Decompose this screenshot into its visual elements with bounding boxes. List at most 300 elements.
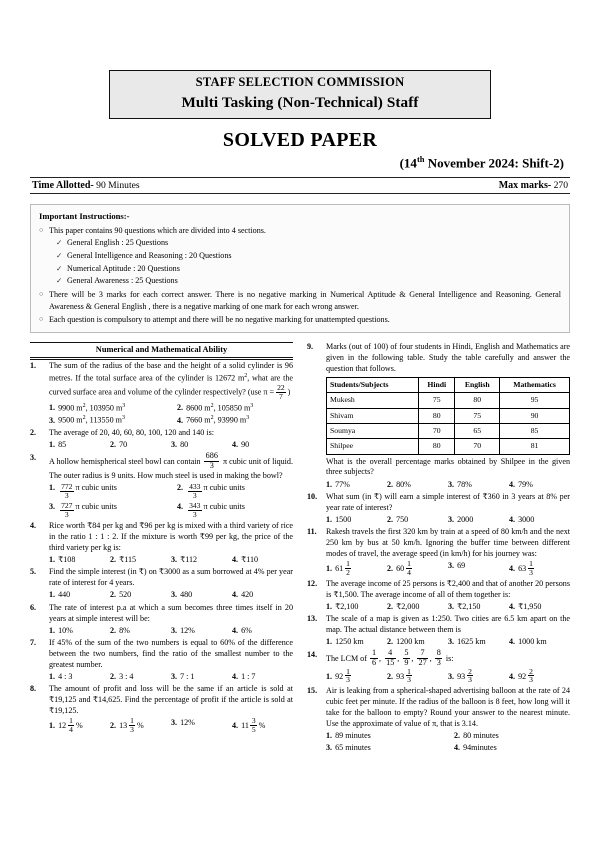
question-columns — [30, 342, 570, 755]
question-number: 14. — [307, 649, 318, 659]
check-icon: ✓ — [56, 238, 63, 248]
option-fraction: $\frac{1}{3}$ — [130, 715, 134, 734]
option-marker: 2. — [177, 403, 184, 413]
table-cell: 65 — [455, 423, 500, 438]
option-text: 12 $\frac{1}{4}$ % — [58, 715, 83, 734]
question-text-part-b: , what are the curved surface area and volume of the cylinder respectively? (use π = — [49, 373, 293, 397]
option-2[interactable] — [171, 482, 293, 501]
option-1[interactable] — [326, 636, 387, 648]
shift-ordinal-suffix: th — [416, 154, 425, 164]
option-marker: 1. — [49, 482, 56, 492]
question-14 — [307, 650, 570, 685]
option-marker: 3. — [171, 555, 178, 564]
question-15 — [307, 686, 570, 753]
option-fraction: $\frac{343}{3}$ — [189, 501, 201, 520]
check-icon: ✓ — [56, 250, 63, 260]
exam-page — [0, 70, 600, 846]
table-cell: 70 — [419, 423, 455, 438]
option-marker: 1. — [49, 672, 56, 682]
question-text: Marks (out of 100) of four students in Hindi, English and Mathematics are given in the following table. Study the table carefully and answer the question that follows. — [326, 341, 570, 373]
question-text: Air is leaking from a spherical-shaped advertising balloon at the rate of 24 cubic feet per minute. If the radius of the balloon is 8 feet, how long will it take for the balloon to empty? Round your answer to the nearest minute. Use the approximate of value of π, that is 3.14. — [326, 686, 570, 728]
question-number: 1. — [30, 360, 37, 370]
option-3[interactable] — [171, 625, 232, 637]
option-marker: 1. — [49, 555, 56, 564]
option-2[interactable] — [387, 636, 448, 648]
option-text: 520 — [119, 590, 132, 600]
option-text: 12% — [180, 718, 195, 728]
option-fraction: $\frac{433}{3}$ — [189, 482, 201, 501]
option-3[interactable] — [171, 717, 232, 734]
table-cell: 75 — [419, 393, 455, 408]
table-cell: 80 — [455, 393, 500, 408]
option-text: ₹2,000 — [396, 601, 420, 611]
option-text: 6% — [241, 625, 252, 635]
option-2[interactable] — [448, 730, 570, 742]
question-text: If 45% of the sum of the two numbers is equal to 60% of the difference between the two numbers, find the ratio of the smallest number to the greatest number. — [49, 638, 293, 669]
option-text: 1000 km — [518, 637, 547, 647]
question-number: 7. — [30, 638, 37, 648]
option-text: 7 : 1 — [180, 672, 195, 682]
option-text: 12% — [180, 625, 195, 635]
option-text: 2000 — [457, 515, 474, 525]
volume-fraction — [204, 452, 219, 470]
question-number: 3. — [30, 452, 37, 462]
option-1[interactable] — [49, 554, 110, 566]
option-2[interactable] — [387, 514, 448, 526]
option-4[interactable] — [509, 560, 570, 577]
option-marker: 2. — [110, 555, 117, 564]
option-text: 1500 — [335, 515, 352, 525]
option-text: ₹112 — [180, 555, 198, 564]
marks-table — [326, 377, 570, 455]
option-marker: 2. — [110, 625, 117, 635]
instruction-item — [39, 314, 561, 326]
options-list — [326, 560, 570, 577]
option-text: ₹108 — [58, 555, 76, 564]
question-number: 12. — [307, 578, 318, 588]
right-column — [307, 342, 570, 755]
option-text: 80 minutes — [463, 731, 499, 741]
question-text-part-a: The sum of the radius of the base and the height of a solid cylinder is 96 metres. If the total surface area of the cylinder is 12672 m — [49, 360, 293, 383]
table-row — [327, 393, 570, 408]
question-text — [49, 361, 293, 401]
options-list — [49, 717, 293, 734]
instructions-title: Important Instructions:- — [39, 211, 130, 222]
table-header-cell: Mathematics — [500, 377, 570, 392]
option-fraction: $\frac{1}{4}$ — [69, 715, 73, 734]
option-4[interactable] — [509, 636, 570, 648]
option-3[interactable] — [171, 671, 232, 683]
option-fraction: $\frac{2}{3}$ — [529, 666, 533, 685]
question-text: The amount of profit and loss will be the same if an article is sold at ₹19,125 and ₹14,625. Find the percentage of profit if the article is sold at ₹19,125. — [49, 684, 293, 716]
option-marker: 1. — [326, 563, 333, 573]
instruction-subitem-text: General Awareness : 25 Questions — [67, 276, 178, 286]
option-marker: 1. — [326, 601, 333, 611]
table-header-row — [327, 377, 570, 392]
option-marker: 3. — [171, 625, 178, 635]
question-text-part-b: π cubic unit of liquid. The outer radius is 9 units. How much steel is used in making the bowl? — [49, 456, 294, 480]
option-marker: 2. — [110, 672, 117, 682]
option-text: ₹1,950 — [518, 601, 542, 611]
option-marker: 3. — [49, 415, 56, 425]
option-text: 11 $\frac{3}{5}$ % — [241, 715, 266, 734]
options-list — [326, 514, 570, 526]
option-marker: 1. — [326, 731, 333, 741]
option-text: π cubic units — [75, 501, 117, 511]
option-3[interactable] — [171, 554, 232, 566]
option-fraction: $\frac{3}{5}$ — [251, 715, 256, 734]
option-1[interactable] — [49, 671, 110, 683]
table-header-cell: English — [455, 377, 500, 392]
option-1[interactable] — [49, 589, 110, 601]
table-cell: 81 — [500, 439, 570, 454]
option-1[interactable] — [326, 668, 387, 685]
option-3[interactable] — [448, 668, 509, 685]
option-marker: 2. — [387, 671, 394, 681]
option-text: 440 — [58, 590, 71, 600]
table-cell: 70 — [455, 439, 500, 454]
options-list — [49, 554, 293, 566]
option-marker: 3. — [448, 671, 455, 681]
options-list — [49, 439, 293, 451]
option-marker: 4. — [509, 515, 516, 525]
option-text: 60 $\frac{1}{4}$ — [396, 558, 411, 577]
time-allotted — [32, 180, 140, 191]
table-cell: Mukesh — [327, 393, 419, 408]
max-marks-value: 270 — [551, 180, 568, 192]
option-text: π cubic units — [75, 482, 117, 492]
option-text: 3 : 4 — [119, 672, 134, 682]
option-1[interactable] — [326, 601, 387, 613]
instruction-subitem-text: Numerical Aptitude : 20 Questions — [67, 263, 180, 273]
instruction-subitem — [39, 275, 561, 288]
important-instructions-box — [30, 204, 570, 333]
fraction-denominator: 3 — [209, 460, 214, 470]
table-cell: Soumya — [327, 423, 419, 438]
option-2[interactable] — [387, 601, 448, 613]
shift-prefix: (14 — [399, 155, 417, 171]
option-marker: 2. — [177, 482, 184, 492]
question-text — [49, 453, 293, 482]
option-1[interactable] — [326, 479, 387, 491]
option-text: ₹115 — [119, 555, 137, 564]
section-heading: Numerical and Mathematical Ability — [30, 342, 293, 358]
option-text: 7660 $m^2$, 93990 $m^3$ — [186, 415, 250, 425]
question-text-part-b: is: — [445, 653, 454, 663]
option-3[interactable] — [448, 636, 509, 648]
lcm-fraction: $\frac{4}{15}$ — [386, 648, 395, 667]
instruction-item — [39, 225, 561, 237]
option-fraction: $\frac{2}{3}$ — [468, 666, 472, 685]
option-4[interactable] — [232, 671, 293, 683]
option-text: 92 $\frac{2}{3}$ — [518, 666, 533, 685]
option-marker: 3. — [326, 742, 333, 752]
instruction-subitem — [39, 263, 561, 276]
option-marker: 4. — [509, 479, 516, 489]
option-1[interactable] — [49, 625, 110, 637]
option-marker: 3. — [171, 718, 178, 728]
option-2[interactable] — [110, 439, 171, 451]
option-1[interactable] — [49, 439, 110, 451]
max-marks — [499, 180, 568, 191]
option-text: 13 $\frac{1}{3}$ % — [119, 715, 144, 734]
option-text: ₹2,100 — [335, 601, 359, 611]
circle-bullet-icon: ○ — [39, 314, 44, 323]
option-fraction: $\frac{1}{3}$ — [346, 666, 350, 685]
option-marker: 3. — [171, 590, 178, 600]
question-9 — [307, 342, 570, 491]
option-marker: 4. — [232, 625, 239, 635]
option-2[interactable] — [110, 717, 171, 734]
table-cell: 80 — [419, 408, 455, 423]
option-2[interactable] — [171, 402, 293, 414]
option-marker: 4. — [232, 672, 239, 682]
table-header-cell: Hindi — [419, 377, 455, 392]
option-marker: 3. — [448, 479, 455, 489]
lcm-fraction: $\frac{5}{9}$ — [404, 648, 409, 667]
option-text: 420 — [241, 590, 254, 600]
option-text: 1 : 7 — [241, 672, 256, 682]
time-allotted-value: 90 Minutes — [93, 180, 140, 192]
question-4 — [30, 521, 293, 566]
exam-name: Multi Tasking (Non-Technical) Staff — [181, 94, 419, 111]
question-3 — [30, 453, 293, 520]
option-marker: 1. — [326, 515, 333, 525]
option-2[interactable] — [110, 671, 171, 683]
instruction-subitem — [39, 250, 561, 263]
organisation-name: STAFF SELECTION COMMISSION — [195, 75, 405, 89]
option-1[interactable] — [326, 514, 387, 526]
option-1[interactable] — [49, 482, 171, 501]
pi-fraction — [276, 384, 287, 401]
option-3[interactable] — [448, 479, 509, 491]
option-text: 70 — [119, 440, 128, 450]
option-marker: 4. — [509, 671, 516, 681]
circle-bullet-icon: ○ — [39, 290, 44, 299]
option-text: π cubic units — [203, 482, 245, 492]
option-marker: 3. — [448, 515, 455, 525]
option-text: 1250 km — [335, 637, 364, 647]
option-text: 78% — [457, 479, 472, 489]
option-marker: 4. — [509, 563, 516, 573]
option-2[interactable] — [110, 554, 171, 566]
question-11 — [307, 527, 570, 577]
option-3[interactable] — [448, 601, 509, 613]
question-6 — [30, 603, 293, 637]
option-1[interactable] — [326, 730, 448, 742]
option-marker: 1. — [49, 403, 56, 413]
options-list — [49, 402, 293, 427]
option-text: 79% — [518, 479, 533, 489]
table-cell: 80 — [419, 439, 455, 454]
option-2[interactable] — [387, 560, 448, 577]
options-list — [326, 636, 570, 648]
option-text: 69 — [457, 561, 466, 571]
option-text: 90 — [241, 440, 250, 450]
option-3[interactable] — [49, 501, 171, 520]
exam-meta-row — [30, 177, 570, 194]
question-12 — [307, 579, 570, 613]
option-text: 93 $\frac{2}{3}$ — [457, 666, 472, 685]
question-text: Rakesh travels the first 320 km by train at a speed of 80 km/h and the next 250 km by bus at 50 km/h. Ignoring the buffer time between different modes of travel, the average speed (in km/h) for his journey was: — [326, 527, 570, 559]
option-3[interactable] — [49, 414, 171, 426]
option-4[interactable] — [232, 439, 293, 451]
option-4[interactable] — [232, 625, 293, 637]
option-3[interactable] — [448, 514, 509, 526]
option-2[interactable] — [110, 625, 171, 637]
option-4[interactable] — [509, 479, 570, 491]
option-marker: 4. — [454, 742, 461, 752]
option-3[interactable] — [448, 560, 509, 577]
option-text: 92 $\frac{1}{3}$ — [335, 666, 350, 685]
option-marker: 4. — [232, 555, 239, 564]
question-number: 11. — [307, 527, 317, 537]
exam-date-shift — [30, 154, 570, 171]
option-marker: 2. — [387, 515, 394, 525]
option-text: 61 $\frac{1}{2}$ — [335, 558, 350, 577]
question-number: 10. — [307, 491, 318, 501]
option-marker: 3. — [448, 561, 455, 571]
question-text: The average income of 25 persons is ₹2,400 and that of another 20 persons is ₹1,500. The average income of all of them together is: — [326, 578, 570, 599]
option-3[interactable] — [326, 742, 448, 754]
option-4[interactable] — [448, 742, 570, 754]
option-text: 63 $\frac{1}{3}$ — [518, 558, 533, 577]
option-4[interactable] — [232, 589, 293, 601]
instruction-subitem-text: General Intelligence and Reasoning : 20 Questions — [67, 250, 232, 260]
option-3[interactable] — [171, 589, 232, 601]
option-fraction: $\frac{1}{4}$ — [407, 558, 411, 577]
option-4[interactable] — [171, 501, 293, 520]
table-cell: Shivam — [327, 408, 419, 423]
question-10 — [307, 492, 570, 526]
time-allotted-label: Time Allotted- — [32, 180, 94, 192]
options-list — [49, 625, 293, 637]
option-text: 750 — [396, 515, 409, 525]
option-text: 1200 km — [396, 637, 425, 647]
option-4[interactable] — [171, 414, 293, 426]
option-fraction: $\frac{727}{3}$ — [61, 501, 73, 520]
option-text: ₹2,150 — [457, 601, 481, 611]
table-row — [327, 439, 570, 454]
option-4[interactable] — [509, 668, 570, 685]
circle-bullet-icon: ○ — [39, 226, 44, 235]
unit-exponent: 2 — [244, 372, 248, 379]
option-text: 8% — [119, 625, 130, 635]
option-text: 1625 km — [457, 637, 486, 647]
option-4[interactable] — [509, 514, 570, 526]
option-marker: 4. — [232, 440, 239, 450]
check-icon: ✓ — [56, 276, 63, 286]
lcm-fraction: $\frac{1}{6}$ — [371, 648, 377, 667]
question-number: 8. — [30, 684, 37, 694]
lcm-fraction: $\frac{7}{27}$ — [418, 648, 427, 667]
option-marker: 4. — [232, 720, 239, 730]
question-number: 15. — [307, 686, 318, 696]
table-row — [327, 408, 570, 423]
option-marker: 4. — [509, 637, 516, 647]
question-13 — [307, 614, 570, 648]
option-marker: 3. — [448, 601, 455, 611]
question-subtext: What is the overall percentage marks obtained by Shilpee in the given three subjects? — [326, 456, 570, 477]
option-text: 480 — [180, 590, 193, 600]
check-icon: ✓ — [56, 263, 63, 273]
option-marker: 4. — [177, 415, 184, 425]
option-marker: 2. — [387, 563, 394, 573]
option-text: 80% — [396, 479, 411, 489]
option-marker: 3. — [49, 501, 56, 511]
question-text-part-a: A hollow hemispherical steel bowl can contain — [49, 456, 201, 466]
left-column — [30, 342, 293, 755]
option-fraction: $\frac{1}{3}$ — [529, 558, 533, 577]
option-4[interactable] — [509, 601, 570, 613]
table-cell: Shilpee — [327, 439, 419, 454]
question-5 — [30, 567, 293, 601]
question-text: Rice worth ₹84 per kg and ₹96 per kg is mixed with a third variety of rice in the ratio 1 : 1 : 2. If the mixture is worth ₹99 per kg, the price of the third variety per kg is: — [49, 520, 293, 552]
option-text: 94minutes — [463, 742, 497, 752]
options-list — [326, 601, 570, 613]
question-text: The scale of a map is given as 1:250. Two cities are 6.5 km apart on the map. The actual distance between them is — [326, 614, 570, 634]
table-header-cell: Students/Subjects — [327, 377, 419, 392]
option-text: 8600 $m^2$, 105850 $m^3$ — [186, 402, 254, 413]
option-2[interactable] — [110, 589, 171, 601]
option-marker: 2. — [387, 479, 394, 489]
option-2[interactable] — [387, 668, 448, 685]
option-marker: 3. — [448, 637, 455, 647]
option-1[interactable] — [49, 402, 171, 414]
instruction-item — [39, 289, 561, 313]
question-number: 6. — [30, 602, 37, 612]
table-cell: 95 — [500, 393, 570, 408]
options-list — [49, 589, 293, 601]
option-text: 9500 $m^2$, 113550 $m^3$ — [58, 415, 125, 425]
option-text: 93 $\frac{1}{3}$ — [396, 666, 411, 685]
options-list — [326, 730, 570, 753]
option-text: 4 : 3 — [58, 672, 73, 682]
option-fraction: $\frac{1}{2}$ — [346, 558, 350, 577]
question-text-part-a: The LCM of — [326, 653, 367, 663]
question-number: 4. — [30, 520, 37, 530]
question-text: The rate of interest p.a at which a sum becomes three times itself in 20 years at simple interest will be: — [49, 602, 293, 623]
shift-suffix: November 2024: Shift-2) — [424, 155, 564, 171]
option-fraction: $\frac{772}{3}$ — [61, 482, 73, 501]
max-marks-label: Max marks- — [498, 180, 552, 192]
option-3[interactable] — [171, 439, 232, 451]
instruction-subitem — [39, 237, 561, 250]
option-1[interactable] — [49, 717, 110, 734]
option-marker: 2. — [110, 720, 117, 730]
fraction-denominator: 7 — [278, 391, 283, 401]
option-1[interactable] — [326, 560, 387, 577]
option-4[interactable] — [232, 717, 293, 734]
option-text: 80 — [180, 440, 189, 450]
option-marker: 4. — [232, 590, 239, 600]
option-marker: 1. — [326, 637, 333, 647]
option-marker: 2. — [387, 601, 394, 611]
fraction-numerator: 686 — [205, 451, 218, 460]
option-marker: 4. — [509, 601, 516, 611]
lcm-fraction: $\frac{8}{3}$ — [436, 648, 441, 667]
option-text: ₹110 — [241, 555, 259, 564]
option-text: 89 minutes — [335, 731, 371, 741]
options-list — [326, 479, 570, 491]
option-marker: 2. — [454, 731, 461, 741]
option-4[interactable] — [232, 554, 293, 566]
option-marker: 2. — [110, 590, 117, 600]
table-cell: 90 — [500, 408, 570, 423]
question-number: 9. — [307, 341, 314, 351]
option-2[interactable] — [387, 479, 448, 491]
table-cell: 75 — [455, 408, 500, 423]
